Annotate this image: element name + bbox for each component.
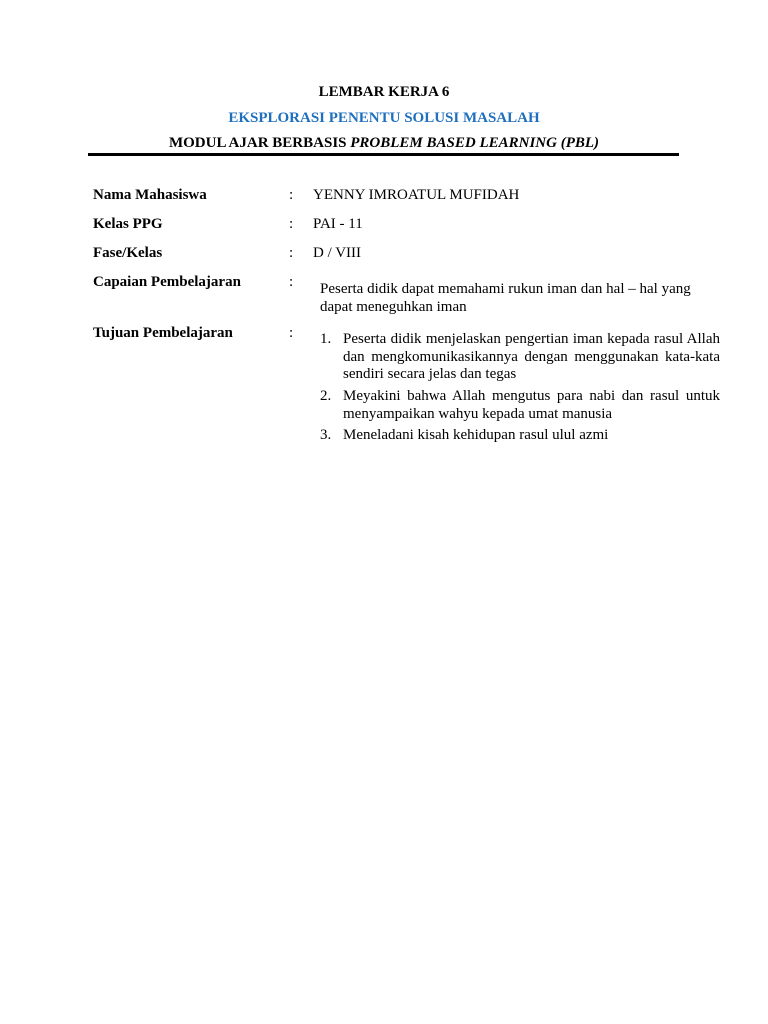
field-label-kelas: Kelas PPG <box>93 216 163 232</box>
list-item-number: 3. <box>320 427 332 443</box>
field-label-fase: Fase/Kelas <box>93 245 163 261</box>
field-value-nama: YENNY IMROATUL MUFIDAH <box>313 187 520 203</box>
field-colon-tujuan: : <box>289 325 294 341</box>
field-value-kelas: PAI - 11 <box>313 216 363 232</box>
worksheet-subtitle: EKSPLORASI PENENTU SOLUSI MASALAH <box>228 110 540 126</box>
field-label-nama: Nama Mahasiswa <box>93 187 207 203</box>
list-item <box>320 331 720 384</box>
list-item <box>320 388 720 423</box>
field-label-tujuan: Tujuan Pembelajaran <box>93 325 233 341</box>
field-colon-capaian: : <box>289 274 294 290</box>
field-colon-kelas: : <box>289 216 294 232</box>
list-item <box>320 427 720 445</box>
list-item-number: 1. <box>320 331 332 347</box>
field-colon-fase: : <box>289 245 294 261</box>
field-colon-nama: : <box>289 187 294 203</box>
field-value-fase: D / VIII <box>313 245 362 261</box>
list-item-text: Meneladani kisah kehidupan rasul ulul azmi <box>343 427 609 443</box>
field-value-capaian: Peserta didik dapat memahami rukun iman dan hal – hal yang dapat meneguhkan iman <box>320 281 691 315</box>
header-divider <box>88 153 679 156</box>
list-item-text: Peserta didik menjelaskan pengertian iman kepada rasul Allah dan mengkomunikasikannya dengan menggunakan kata-kata sendiri secara jelas dan tegas <box>343 331 720 382</box>
field-label-capaian: Capaian Pembelajaran <box>93 274 241 290</box>
module-heading <box>0 135 768 152</box>
module-heading-italic: PROBLEM BASED LEARNING (PBL) <box>350 135 600 151</box>
list-item-number: 2. <box>320 388 332 404</box>
list-item-text: Meyakini bahwa Allah mengutus para nabi dan rasul untuk menyampaikan wahyu kepada umat manusia <box>343 388 720 422</box>
module-heading-prefix: MODUL AJAR BERBASIS <box>168 135 351 151</box>
worksheet-title: LEMBAR KERJA 6 <box>318 84 450 100</box>
